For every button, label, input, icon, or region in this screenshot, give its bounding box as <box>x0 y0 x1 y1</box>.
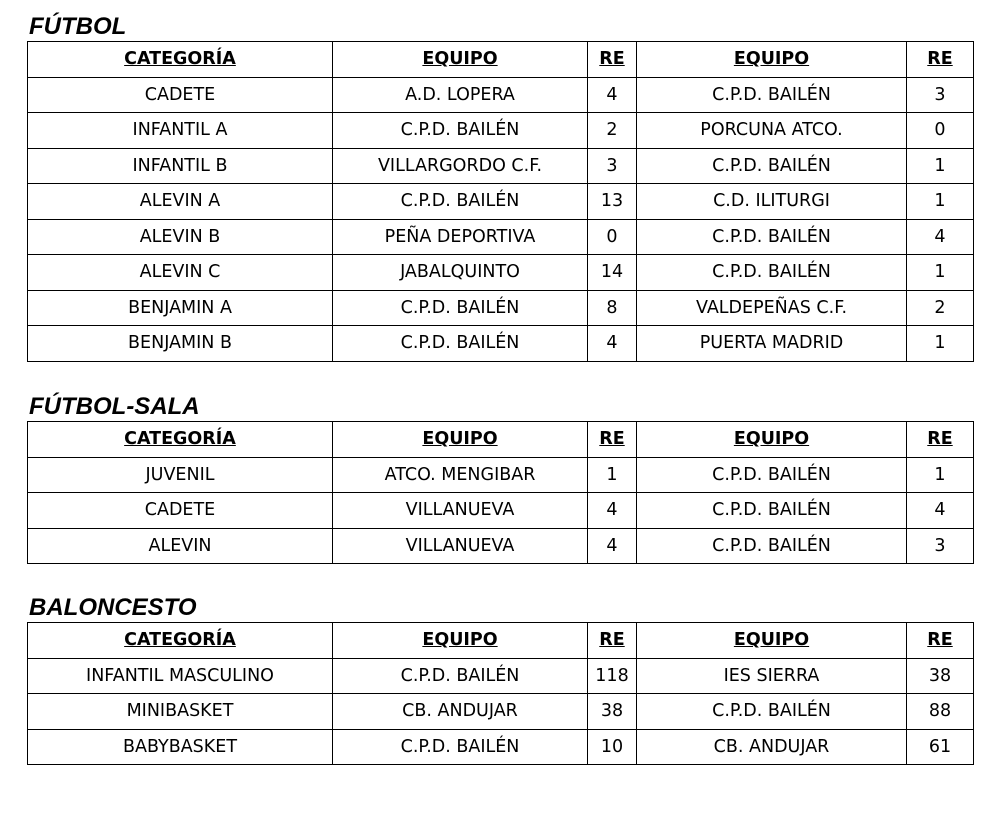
header-category: CATEGORÍA <box>28 623 333 659</box>
cell-home-score: 8 <box>588 290 637 326</box>
cell-category: CADETE <box>28 77 333 113</box>
table-row <box>28 219 974 255</box>
table-row <box>28 729 974 765</box>
cell-category: BENJAMIN A <box>28 290 333 326</box>
table-row <box>28 658 974 694</box>
cell-home-score: 38 <box>588 694 637 730</box>
cell-away-team: C.P.D. BAILÉN <box>637 148 907 184</box>
header-away-team: EQUIPO <box>637 42 907 78</box>
cell-away-score: 1 <box>907 148 974 184</box>
cell-away-team: C.D. ILITURGI <box>637 184 907 220</box>
header-home-score: RE <box>588 422 637 458</box>
cell-category: INFANTIL B <box>28 148 333 184</box>
cell-home-score: 1 <box>588 457 637 493</box>
cell-home-team: VILLARGORDO C.F. <box>333 148 588 184</box>
cell-away-team: VALDEPEÑAS C.F. <box>637 290 907 326</box>
header-away-score: RE <box>907 623 974 659</box>
table-row <box>28 184 974 220</box>
cell-away-score: 38 <box>907 658 974 694</box>
results-table <box>27 421 974 564</box>
cell-home-score: 4 <box>588 77 637 113</box>
section-title: FÚTBOL-SALA <box>29 393 200 420</box>
cell-home-score: 3 <box>588 148 637 184</box>
cell-away-team: IES SIERRA <box>637 658 907 694</box>
header-home-team: EQUIPO <box>333 623 588 659</box>
header-category: CATEGORÍA <box>28 422 333 458</box>
cell-home-team: C.P.D. BAILÉN <box>333 658 588 694</box>
cell-home-team: CB. ANDUJAR <box>333 694 588 730</box>
cell-away-team: CB. ANDUJAR <box>637 729 907 765</box>
table-row <box>28 290 974 326</box>
results-table <box>27 622 974 765</box>
table-row <box>28 113 974 149</box>
cell-category: ALEVIN B <box>28 219 333 255</box>
section-title: FÚTBOL <box>29 13 127 40</box>
cell-away-team: C.P.D. BAILÉN <box>637 457 907 493</box>
table-row <box>28 694 974 730</box>
header-row <box>28 422 974 458</box>
cell-away-score: 1 <box>907 326 974 362</box>
header-away-score: RE <box>907 42 974 78</box>
cell-away-score: 4 <box>907 493 974 529</box>
cell-home-team: C.P.D. BAILÉN <box>333 729 588 765</box>
cell-home-team: A.D. LOPERA <box>333 77 588 113</box>
cell-category: ALEVIN A <box>28 184 333 220</box>
cell-away-score: 61 <box>907 729 974 765</box>
cell-category: ALEVIN <box>28 528 333 564</box>
cell-away-team: C.P.D. BAILÉN <box>637 493 907 529</box>
cell-away-team: C.P.D. BAILÉN <box>637 77 907 113</box>
cell-away-team: C.P.D. BAILÉN <box>637 219 907 255</box>
cell-category: BABYBASKET <box>28 729 333 765</box>
cell-category: INFANTIL MASCULINO <box>28 658 333 694</box>
cell-away-team: C.P.D. BAILÉN <box>637 528 907 564</box>
results-table <box>27 41 974 362</box>
table-row <box>28 77 974 113</box>
cell-away-score: 1 <box>907 457 974 493</box>
cell-category: JUVENIL <box>28 457 333 493</box>
cell-away-score: 88 <box>907 694 974 730</box>
cell-category: ALEVIN C <box>28 255 333 291</box>
table-row <box>28 528 974 564</box>
table-row <box>28 148 974 184</box>
cell-away-team: C.P.D. BAILÉN <box>637 694 907 730</box>
cell-away-score: 3 <box>907 77 974 113</box>
cell-category: INFANTIL A <box>28 113 333 149</box>
cell-category: MINIBASKET <box>28 694 333 730</box>
header-away-team: EQUIPO <box>637 623 907 659</box>
cell-away-score: 2 <box>907 290 974 326</box>
cell-away-team: C.P.D. BAILÉN <box>637 255 907 291</box>
cell-away-team: PUERTA MADRID <box>637 326 907 362</box>
cell-home-score: 13 <box>588 184 637 220</box>
cell-home-team: VILLANUEVA <box>333 493 588 529</box>
cell-home-score: 4 <box>588 528 637 564</box>
header-home-score: RE <box>588 42 637 78</box>
cell-category: BENJAMIN B <box>28 326 333 362</box>
cell-home-team: C.P.D. BAILÉN <box>333 113 588 149</box>
cell-home-score: 2 <box>588 113 637 149</box>
cell-away-score: 1 <box>907 184 974 220</box>
table-row <box>28 493 974 529</box>
cell-home-team: JABALQUINTO <box>333 255 588 291</box>
header-row <box>28 623 974 659</box>
cell-home-score: 14 <box>588 255 637 291</box>
header-home-score: RE <box>588 623 637 659</box>
table-row <box>28 326 974 362</box>
cell-away-team: PORCUNA ATCO. <box>637 113 907 149</box>
header-home-team: EQUIPO <box>333 422 588 458</box>
section-title: BALONCESTO <box>29 594 197 621</box>
cell-home-score: 0 <box>588 219 637 255</box>
header-row <box>28 42 974 78</box>
cell-away-score: 3 <box>907 528 974 564</box>
table-row <box>28 255 974 291</box>
cell-home-score: 118 <box>588 658 637 694</box>
cell-home-team: C.P.D. BAILÉN <box>333 184 588 220</box>
header-category: CATEGORÍA <box>28 42 333 78</box>
cell-away-score: 1 <box>907 255 974 291</box>
cell-home-score: 4 <box>588 326 637 362</box>
cell-home-team: VILLANUEVA <box>333 528 588 564</box>
header-away-score: RE <box>907 422 974 458</box>
cell-away-score: 0 <box>907 113 974 149</box>
cell-category: CADETE <box>28 493 333 529</box>
cell-home-team: C.P.D. BAILÉN <box>333 290 588 326</box>
cell-home-score: 10 <box>588 729 637 765</box>
cell-home-team: C.P.D. BAILÉN <box>333 326 588 362</box>
cell-home-team: PEÑA DEPORTIVA <box>333 219 588 255</box>
header-away-team: EQUIPO <box>637 422 907 458</box>
cell-home-score: 4 <box>588 493 637 529</box>
cell-away-score: 4 <box>907 219 974 255</box>
table-row <box>28 457 974 493</box>
cell-home-team: ATCO. MENGIBAR <box>333 457 588 493</box>
header-home-team: EQUIPO <box>333 42 588 78</box>
